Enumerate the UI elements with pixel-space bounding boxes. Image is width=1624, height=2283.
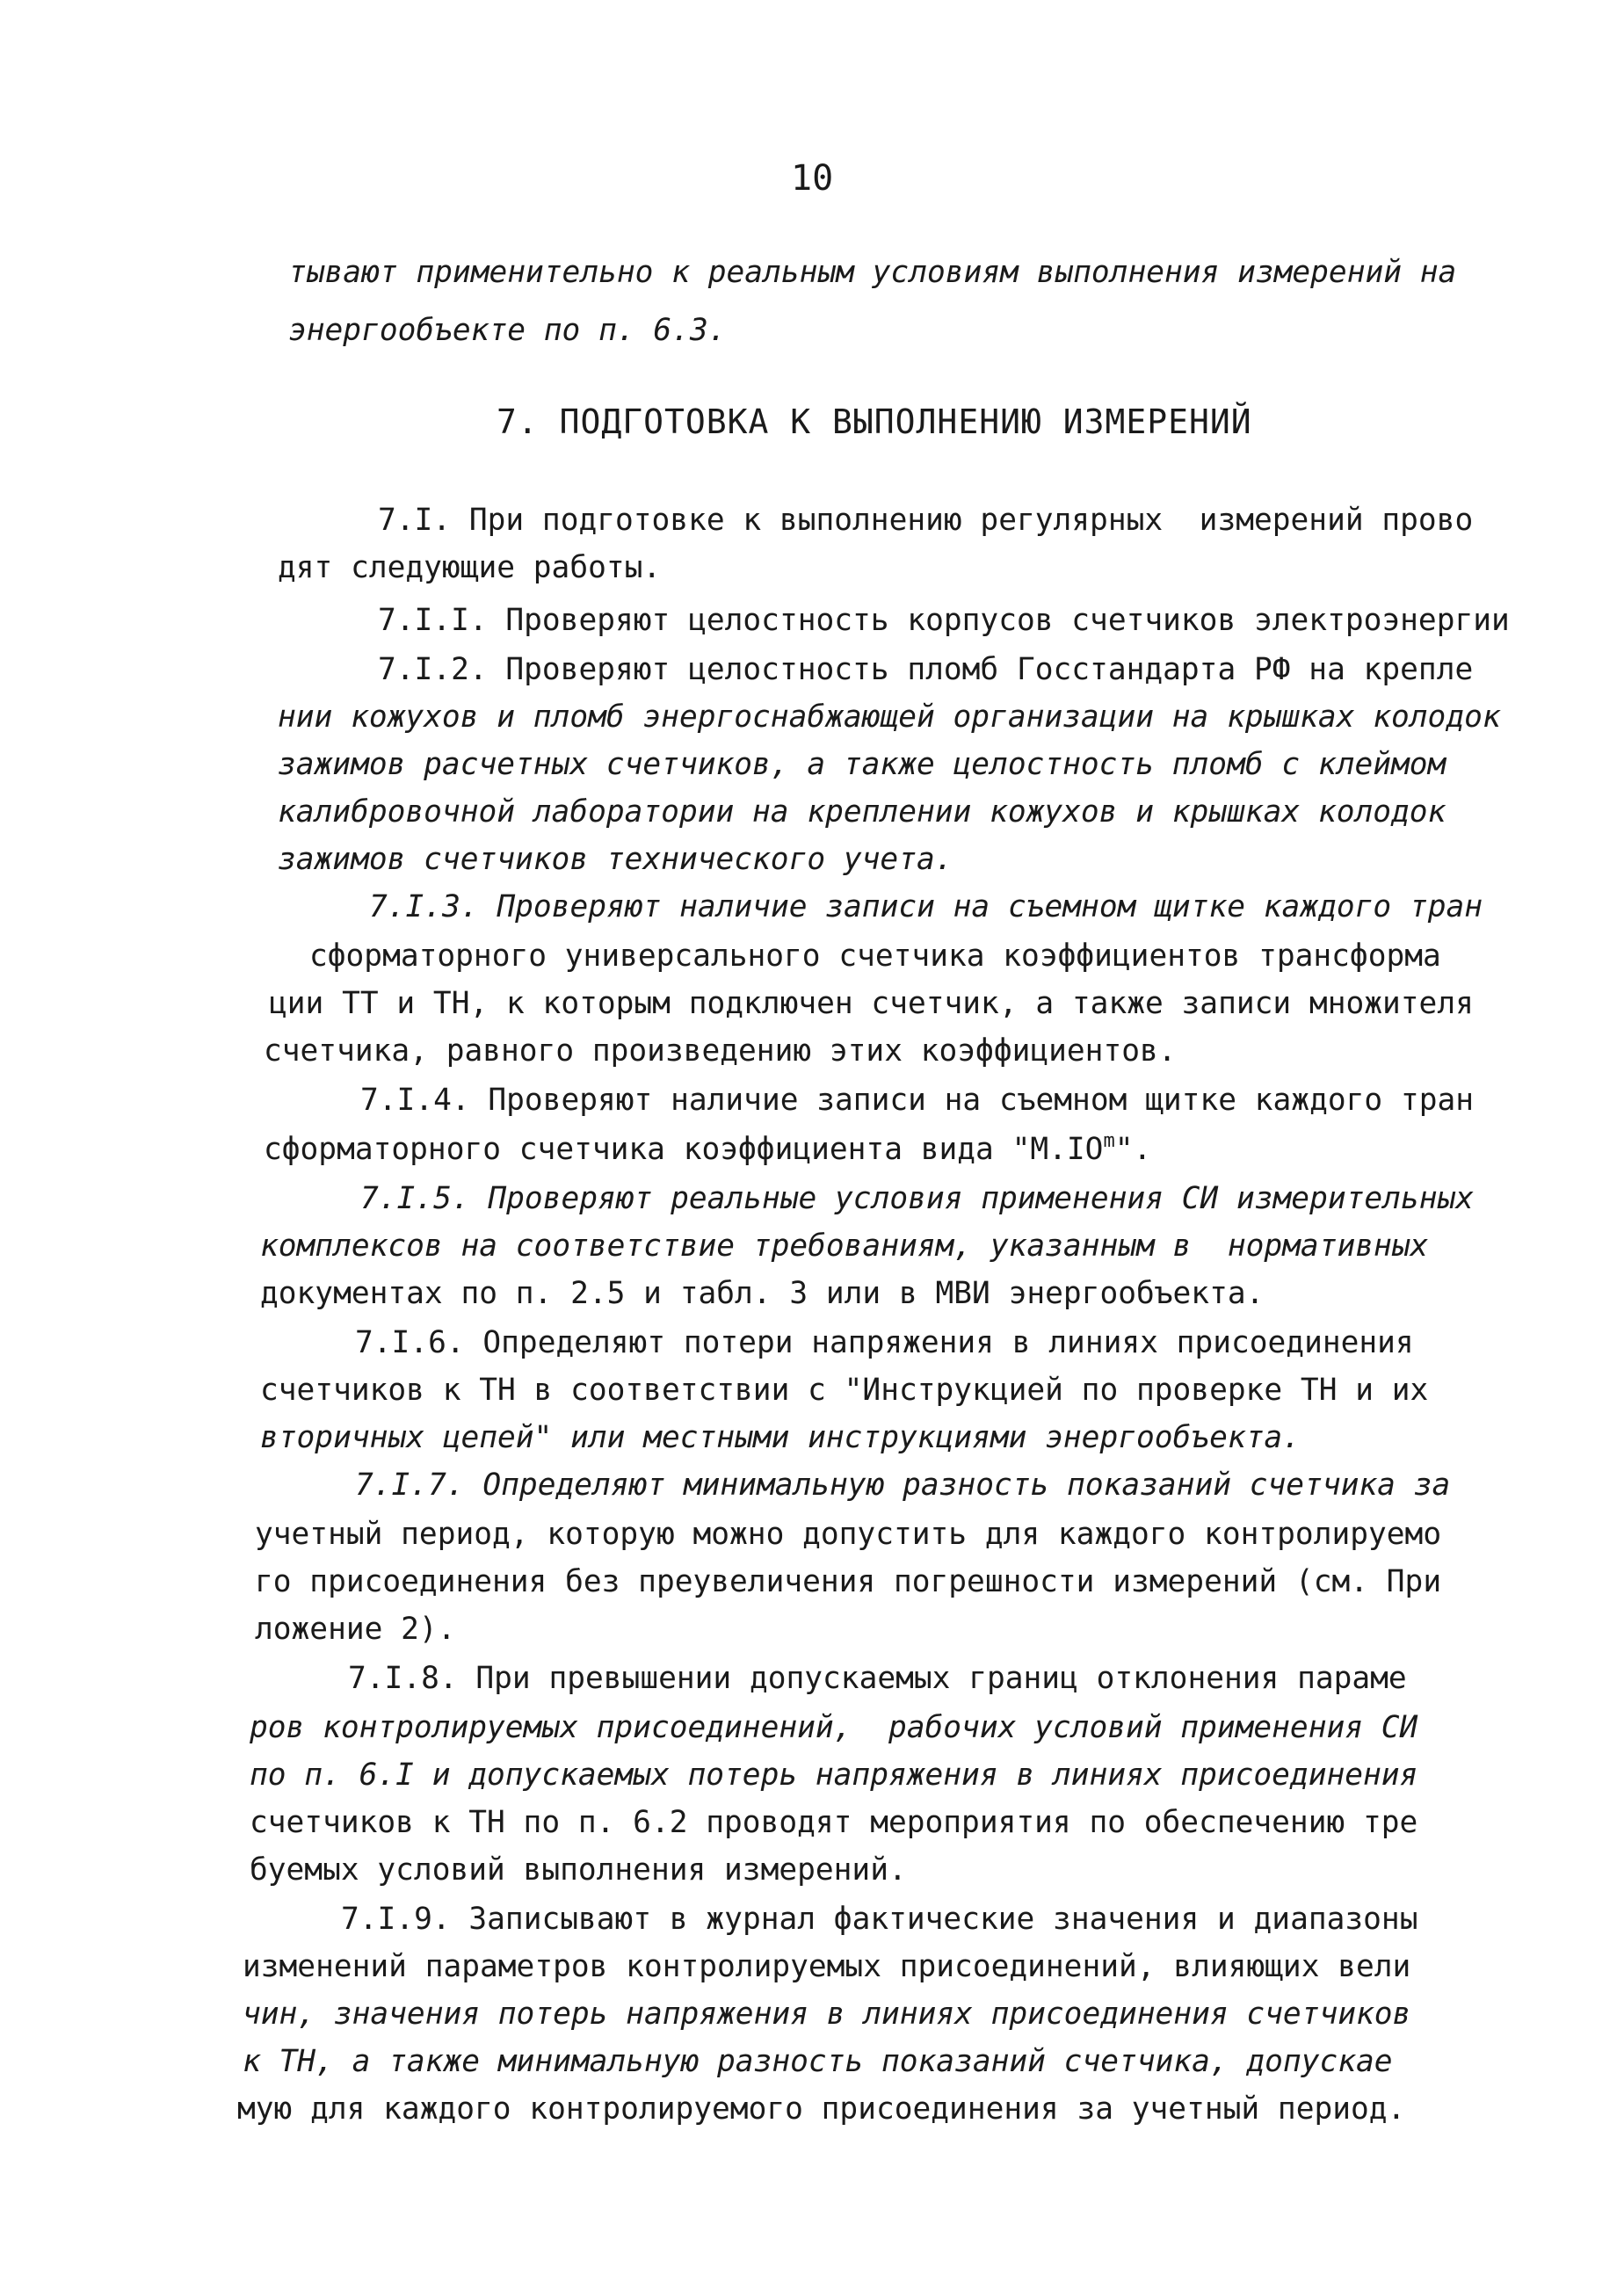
paragraph-line: счетчиков к ТН в соответствии с "Инструкцией по проверке ТН и их bbox=[260, 1373, 1429, 1408]
paragraph-line: 7.I.6. Определяют потери напряжения в линиях присоединения bbox=[355, 1325, 1414, 1360]
paragraph-line: 7.I. При подготовке к выполнению регулярных измерений прово bbox=[378, 503, 1474, 538]
paragraph-line: изменений параметров контролируемых присоединений, влияющих вели bbox=[243, 1949, 1411, 1984]
intro-line-2: энергообъекте по п. 6.3. bbox=[288, 313, 727, 348]
paragraph-line: го присоединения без преувеличения погрешности измерений (см. При bbox=[255, 1564, 1442, 1599]
paragraph-line: счетчиков к ТН по п. 6.2 проводят мероприятия по обеспечению тре bbox=[250, 1805, 1418, 1840]
paragraph-line: буемых условий выполнения измерений. bbox=[250, 1852, 907, 1888]
paragraph-line: мую для каждого контролируемого присоединения за учетный период. bbox=[237, 2091, 1406, 2127]
intro-line-1: тывают применительно к реальным условиям выполнения измерений на bbox=[288, 255, 1457, 290]
paragraph-line: 7.I.9. Записывают в журнал фактические значения и диапазоны bbox=[341, 1902, 1418, 1937]
paragraph-line: зажимов счетчиков технического учета. bbox=[278, 842, 953, 877]
paragraph-line: дят следующие работы. bbox=[278, 550, 662, 585]
paragraph-line: ров контролируемых присоединений, рабочих условий применения СИ bbox=[250, 1710, 1418, 1745]
paragraph-line: 7.I.I. Проверяют целостность корпусов счетчиков электроэнергии bbox=[378, 603, 1510, 638]
paragraph-line: комплексов на соответствие требованиям, указанным в нормативных bbox=[260, 1228, 1429, 1264]
paragraph-line: вторичных цепей" или местными инструкциями энергообъекта. bbox=[260, 1420, 1301, 1455]
formula-superscript: m bbox=[1103, 1130, 1115, 1152]
section-heading: 7. ПОДГОТОВКА К ВЫПОЛНЕНИЮ ИЗМЕРЕНИЙ bbox=[497, 402, 1252, 441]
paragraph-line: 7.I.2. Проверяют целостность пломб Госстандарта РФ на крепле bbox=[378, 652, 1474, 687]
paragraph-line: калибровочной лаборатории на креплении кожухов и крышках колодок bbox=[278, 794, 1446, 830]
paragraph-line: 7.I.8. При превышении допускаемых границ отклонения параме bbox=[348, 1661, 1407, 1696]
paragraph-line: зажимов расчетных счетчиков, а также целостность пломб с клеймом bbox=[278, 747, 1446, 782]
page-number: 10 bbox=[791, 158, 834, 199]
formula-text: сформаторного счетчика коэффициента вида "М.IO bbox=[264, 1132, 1104, 1167]
formula-closing: ". bbox=[1114, 1132, 1152, 1167]
paragraph-line: 7.I.7. Определяют минимальную разность показаний счетчика за bbox=[355, 1468, 1451, 1503]
paragraph-line: 7.I.3. Проверяют наличие записи на съемном щитке каждого тран bbox=[369, 889, 1483, 924]
paragraph-line: ции ТТ и ТН, к которым подключен счетчик, а также записи множителя bbox=[269, 986, 1474, 1021]
paragraph-line: 7.I.4. Проверяют наличие записи на съемном щитке каждого тран bbox=[360, 1083, 1475, 1118]
paragraph-line: нии кожухов и пломб энергоснабжающей организации на крышках колодок bbox=[278, 699, 1501, 735]
paragraph-line: документах по п. 2.5 и табл. 3 или в МВИ энергообъекта. bbox=[260, 1276, 1265, 1311]
paragraph-line: сформаторного универсального счетчика коэффициентов трансформа bbox=[309, 939, 1441, 974]
paragraph-line: учетный период, которую можно допустить для каждого контролируемо bbox=[255, 1517, 1442, 1552]
paragraph-line: к ТН, а также минимальную разность показаний счетчика, допускае bbox=[243, 2044, 1393, 2079]
paragraph-line: 7.I.5. Проверяют реальные условия применения СИ измерительных bbox=[360, 1181, 1475, 1216]
paragraph-line: ложение 2). bbox=[255, 1612, 456, 1647]
paragraph-line: по п. 6.I и допускаемых потерь напряжения в линиях присоединения bbox=[250, 1758, 1418, 1793]
paragraph-line: чин, значения потерь напряжения в линиях присоединения счетчиков bbox=[243, 1997, 1411, 2032]
paragraph-line: счетчика, равного произведению этих коэффициентов. bbox=[264, 1033, 1177, 1069]
paragraph-line bbox=[264, 1132, 1151, 1167]
